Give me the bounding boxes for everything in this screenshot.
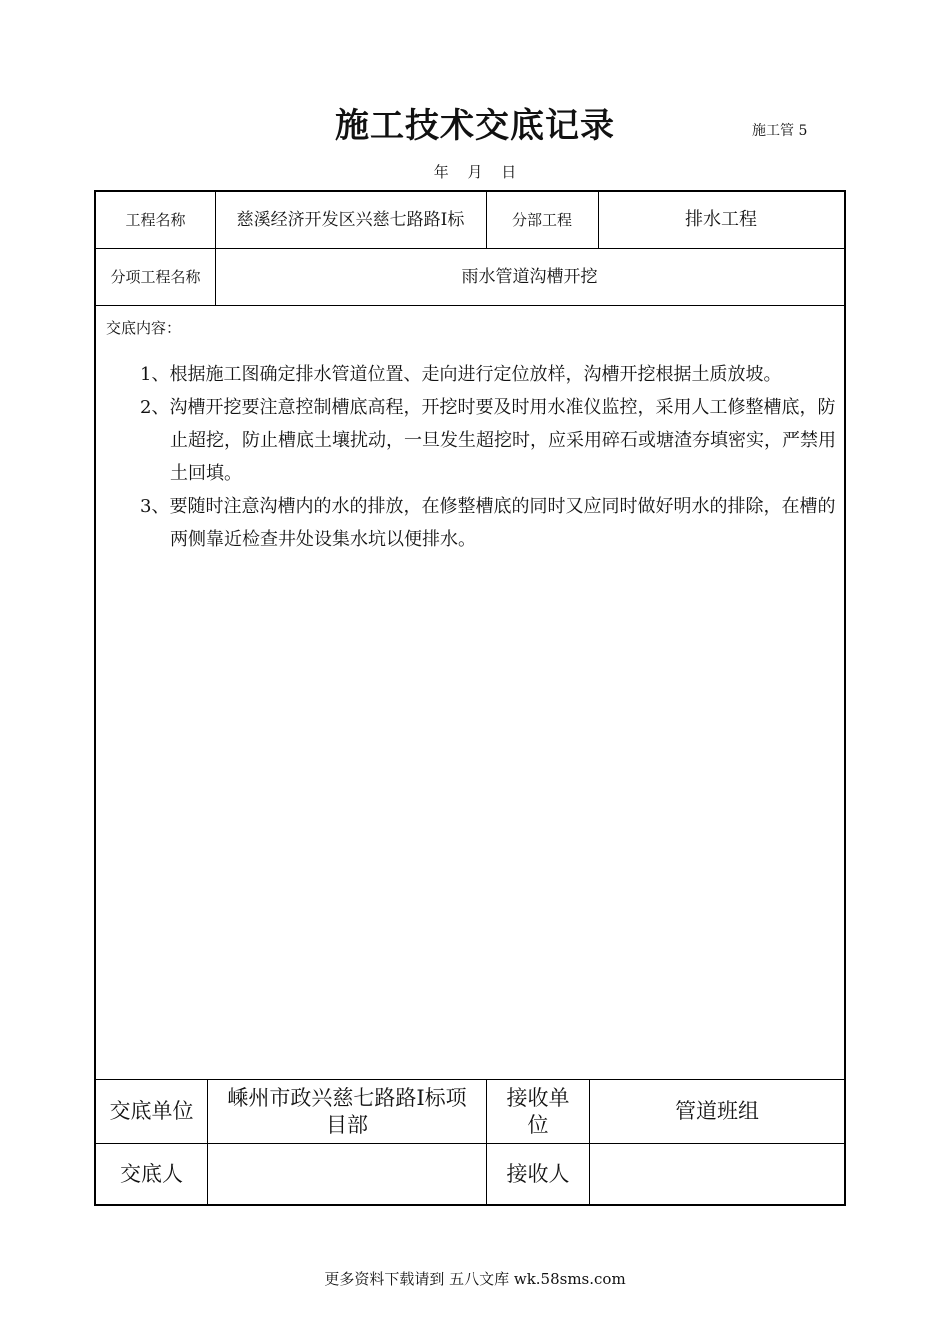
footer-link[interactable]: 更多资料下载请到 五八文库 wk.58sms.com (324, 1270, 626, 1288)
col-divider (598, 192, 599, 249)
content-item (140, 490, 840, 556)
receiver-unit-value: 管道班组 (675, 1099, 759, 1124)
item-text: 要随时注意沟槽内的水的排放，在修整槽底的同时又应同时做好明水的排除，在槽的两侧靠近检查井处设集水坑以便排水。 (169, 496, 836, 550)
content-item (140, 391, 840, 490)
item-number: 1、 (140, 364, 170, 385)
receiver-unit-label: 接收单位 (506, 1086, 570, 1137)
content-item (140, 358, 840, 391)
item-number: 2、 (140, 397, 170, 418)
content-items (140, 358, 840, 556)
subitem-value: 雨水管道沟槽开挖 (461, 266, 598, 287)
project-name-label: 工程名称 (125, 211, 186, 230)
page-title: 施工技术交底记录 (335, 106, 615, 146)
project-name-value: 慈溪经济开发区兴慈七路路Ⅰ标 (236, 209, 465, 230)
handover-unit-label: 交底单位 (109, 1099, 194, 1124)
handover-person-value (208, 1144, 486, 1204)
item-number: 3、 (140, 496, 170, 517)
handover-person-label: 交底人 (120, 1161, 183, 1186)
row-divider (96, 305, 844, 306)
division-label: 分部工程 (511, 211, 572, 230)
receiver-person-value (590, 1144, 844, 1204)
receiver-person-label: 接收人 (506, 1161, 570, 1186)
content-label: 交底内容： (106, 319, 182, 337)
division-value: 排水工程 (685, 209, 757, 231)
handover-unit-value: 嵊州市政兴慈七路路Ⅰ标项目部 (227, 1086, 467, 1137)
col-divider (486, 192, 487, 249)
item-text: 沟槽开挖要注意控制槽底高程，开挖时要及时用水准仪监控，采用人工修整槽底，防止超挖，防止槽底土壤扰动，一旦发生超挖时，应采用碎石或塘渣夯填密实，严禁用土回填。 (169, 397, 836, 484)
form-code: 施工管 5 (752, 123, 808, 139)
date-line: 年 月 日 (433, 163, 517, 181)
record-table (94, 190, 846, 1206)
col-divider (215, 192, 216, 305)
subitem-label: 分项工程名称 (110, 268, 201, 287)
row-divider (96, 248, 844, 249)
item-text: 根据施工图确定排水管道位置、走向进行定位放样，沟槽开挖根据土质放坡。 (169, 364, 782, 385)
